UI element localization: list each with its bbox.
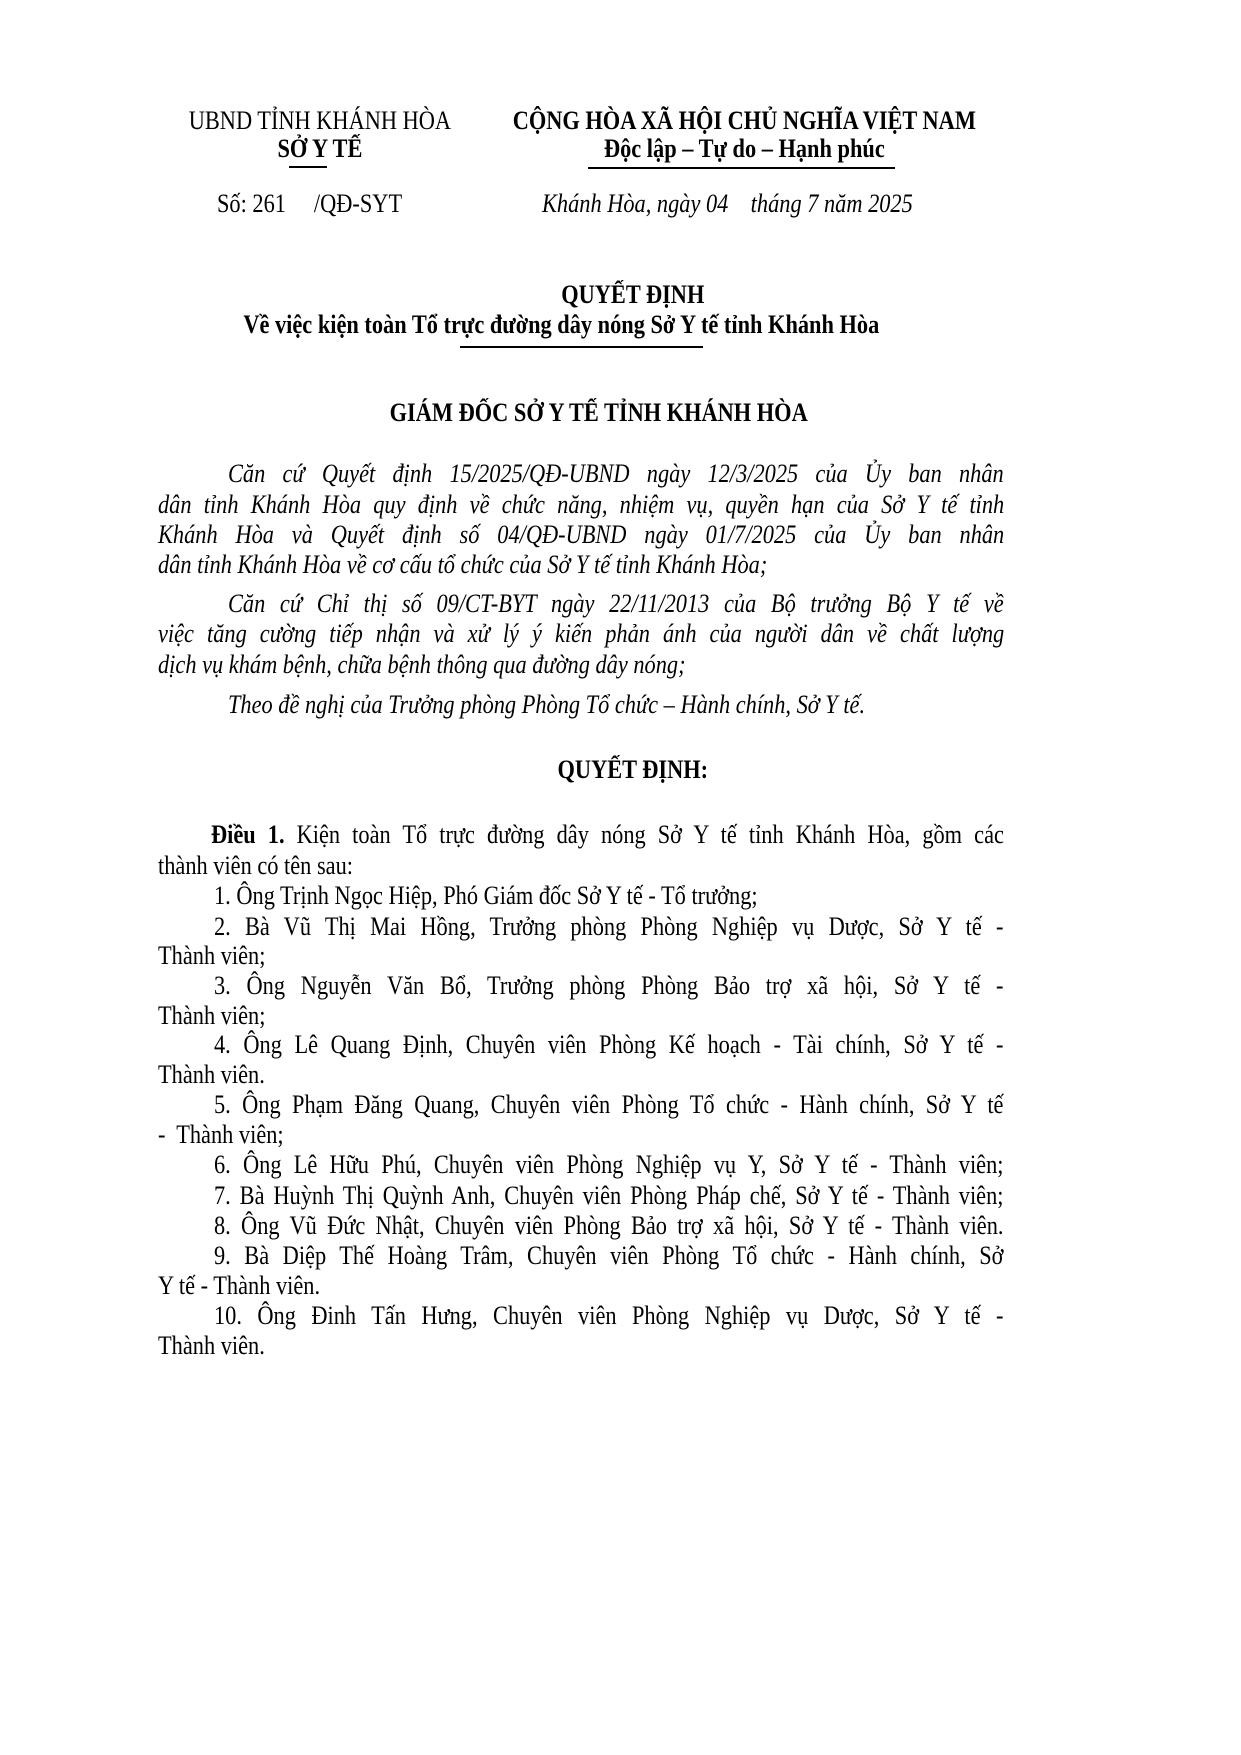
place-date: Khánh Hòa, ngày 04 tháng 7 năm 2025 <box>542 189 913 218</box>
preamble-1-line-4: dân tỉnh Khánh Hòa về cơ cấu tổ chức của Sở Y tế tỉnh Khánh Hòa; <box>158 550 768 579</box>
document-title: QUYẾT ĐỊNH <box>561 280 705 309</box>
preamble-2-line-1: Căn cứ Chỉ thị số 09/CT-BYT ngày 22/11/2013 của Bộ trưởng Bộ Y tế về <box>228 589 1004 618</box>
document-subject: Về việc kiện toàn Tổ trực đường dây nóng Sở Y tế tỉnh Khánh Hòa <box>243 310 880 339</box>
member-5-line-2: - Thành viên; <box>158 1120 284 1149</box>
document-number: Số: 261 /QĐ-SYT <box>217 189 403 218</box>
article-1-text: Kiện toàn Tổ trực đường dây nóng Sở Y tế tỉnh Khánh Hòa, gồm các <box>284 820 1004 849</box>
member-3-line-1: 3. Ông Nguyễn Văn Bổ, Trưởng phòng Phòng Bảo trợ xã hội, Sở Y tế - <box>214 971 1004 1000</box>
decision-heading: QUYẾT ĐỊNH: <box>557 755 709 784</box>
preamble-2-line-3: dịch vụ khám bệnh, chữa bệnh thông qua đường dây nóng; <box>158 650 686 679</box>
member-10-line-1: 10. Ông Đinh Tấn Hưng, Chuyên viên Phòng Nghiệp vụ Dược, Sở Y tế - <box>214 1301 1004 1330</box>
member-9-line-2: Y tế - Thành viên. <box>158 1271 321 1300</box>
issuer-line1: UBND TỈNH KHÁNH HÒA <box>188 106 452 135</box>
preamble-3: Theo đề nghị của Trưởng phòng Phòng Tổ chức – Hành chính, Sở Y tế. <box>228 690 866 719</box>
member-10-line-2: Thành viên. <box>158 1331 265 1360</box>
member-3-line-2: Thành viên; <box>158 1001 266 1030</box>
issuer-underline <box>289 166 327 168</box>
preamble-1-line-3: Khánh Hòa và Quyết định số 04/QĐ-UBND ngày 01/7/2025 của Ủy ban nhân <box>158 520 1005 549</box>
member-4-line-1: 4. Ông Lê Quang Định, Chuyên viên Phòng Kế hoạch - Tài chính, Sở Y tế - <box>214 1030 1004 1059</box>
member-2-line-2: Thành viên; <box>158 941 266 970</box>
issuer-line2: SỞ Y TẾ <box>277 134 363 163</box>
member-6: 6. Ông Lê Hữu Phú, Chuyên viên Phòng Nghiệp vụ Y, Sở Y tế - Thành viên; <box>214 1150 1004 1179</box>
subject-underline <box>460 346 703 348</box>
national-title: CỘNG HÒA XÃ HỘI CHỦ NGHĨA VIỆT NAM <box>512 106 976 135</box>
motto-underline <box>588 167 895 169</box>
member-1: 1. Ông Trịnh Ngọc Hiệp, Phó Giám đốc Sở Y tế - Tổ trưởng; <box>214 881 758 910</box>
preamble-1-line-2: dân tỉnh Khánh Hòa quy định về chức năng, nhiệm vụ, quyền hạn của Sở Y tế tỉnh <box>158 490 1005 519</box>
member-4-line-2: Thành viên. <box>158 1060 265 1089</box>
preamble-1-line-1: Căn cứ Quyết định 15/2025/QĐ-UBND ngày 12/3/2025 của Ủy ban nhân <box>228 459 1004 488</box>
preamble-2-line-2: việc tăng cường tiếp nhận và xử lý ý kiến phản ánh của người dân về chất lượng <box>158 619 1005 648</box>
authority: GIÁM ĐỐC SỞ Y TẾ TỈNH KHÁNH HÒA <box>389 398 808 427</box>
member-5-line-1: 5. Ông Phạm Đăng Quang, Chuyên viên Phòng Tổ chức - Hành chính, Sở Y tế <box>214 1090 1004 1119</box>
article-1-line-1 <box>211 820 1004 850</box>
member-9-line-1: 9. Bà Diệp Thế Hoàng Trâm, Chuyên viên Phòng Tổ chức - Hành chính, Sở <box>214 1241 1004 1270</box>
national-motto: Độc lập – Tự do – Hạnh phúc <box>603 134 885 163</box>
article-1-label: Điều 1. <box>211 820 285 849</box>
member-7: 7. Bà Huỳnh Thị Quỳnh Anh, Chuyên viên Phòng Pháp chế, Sở Y tế - Thành viên; <box>214 1181 1004 1210</box>
member-8: 8. Ông Vũ Đức Nhật, Chuyên viên Phòng Bảo trợ xã hội, Sở Y tế - Thành viên. <box>214 1211 1004 1240</box>
member-2-line-1: 2. Bà Vũ Thị Mai Hồng, Trưởng phòng Phòng Nghiệp vụ Dược, Sở Y tế - <box>214 912 1004 941</box>
article-1-line-2: thành viên có tên sau: <box>158 851 353 880</box>
